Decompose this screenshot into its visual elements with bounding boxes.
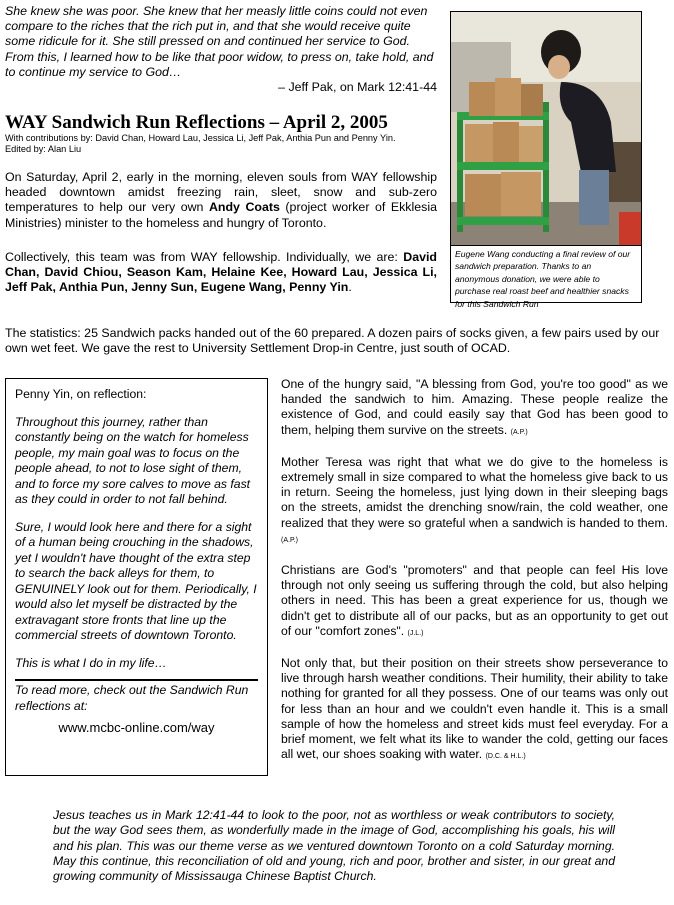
editor-line: Edited by: Alan Liu	[5, 144, 82, 154]
credits	[5, 133, 445, 155]
intro-highlight-name: Andy Coats	[208, 200, 280, 215]
reflection-paragraph	[281, 377, 668, 440]
team-names: David Chan, David Chiou, Season Kam, Helaine Kee, Howard Lau, Jessica Li, Jeff Pak, Anthia Pun, Jenny Sun, Eugene Wang, Penny Yin	[5, 250, 437, 295]
reflection-text: Christians are God's "promoters" and that people can feel His love through not only seeing us suffering through the cold, but also helping others in need. This has been a great experience for us, though we didn't get to distribute all of our packs, but as an opportunity to get out of our "comfort zones".	[281, 563, 668, 638]
author-initials: (J.L.)	[407, 629, 424, 637]
photo-caption: Eugene Wang conducting a final review of our sandwich preparation. Thanks to an anonymous donation, we were able to purchase real roast beef and healthier snacks for this Sandwich Run	[450, 245, 642, 303]
read-more-text: To read more, check out the Sandwich Run reflections at:	[15, 683, 249, 713]
intro-paragraph	[5, 170, 437, 231]
team-paragraph	[5, 250, 437, 296]
author-initials: (D.C. & H.L.)	[485, 753, 526, 761]
team-text: Collectively, this team was from WAY fellowship. Individually, we are:	[5, 250, 404, 264]
author-initials: (A.P.)	[510, 428, 528, 436]
sidebar-paragraph: Throughout this journey, rather than constantly being on the watch for homeless people, my main goal was to focus on the people ahead, to not to lose sight of them, and to force my sore calves to move as fast as they could in order to not fall behind.	[15, 414, 251, 506]
author-initials: (A.P.)	[281, 536, 298, 544]
reflection-paragraph	[281, 455, 668, 548]
intro-text: On Saturday, April 2, early in the morning, eleven souls from WAY fellowship headed downtown amidst freezing rain, sleet, snow and sub-zero temperatures to help our very own	[5, 170, 437, 215]
website-link[interactable]: www.mcbc-online.com/way	[58, 720, 215, 735]
reflection-sidebar	[5, 378, 268, 776]
contributors-line: With contributions by: David Chan, Howard Lau, Jessica Li, Jeff Pak, Anthia Pun and Penny Yin.	[5, 133, 396, 143]
sidebar-paragraph: Sure, I would look here and there for a sight of a human being crouching in the shadows, yet I wouldn't have thought of the extra step to search the back alleys for them, to GENUINELY look out for them. Periodically, I would also let myself be distracted by the extravagant store fronts that line up the commercial streets of downtown Toronto.	[15, 519, 257, 642]
statistics-paragraph: The statistics: 25 Sandwich packs handed out of the 60 prepared. A dozen pairs of socks given, a few pairs used by our own wet feet. We gave the rest to University Settlement Drop-in Centre, just south of OCAD.	[5, 326, 660, 356]
sidebar-heading: Penny Yin, on reflection:	[15, 387, 147, 401]
reflection-paragraph	[281, 656, 668, 764]
photo-sandwich-preparation	[450, 11, 642, 246]
reflection-text: Mother Teresa was right that what we do give to the homeless is extremely small in size compared to what the homeless give back to us in return. Seeing the homeless, just lying down in their sleeping bags on the streets, amidst the drenching snow/rain, the cold weather, one realized that they were so grateful when a sandwich is handed to them.	[281, 454, 668, 530]
reflections-column	[281, 377, 668, 779]
quote-text: She knew she was poor. She knew that her measly little coins could not even compare to the riches that the rich put in, and that she would receive quite some ridicule for it. She still pressed on and continued her service to God. From this, I learned how to be like that poor widow, to press on, take hold, and to continue my service to God…	[5, 4, 434, 79]
quote-attribution: – Jeff Pak, on Mark 12:41-44	[278, 80, 437, 95]
intro-text-end: (project worker of Ekklesia Ministries) minister to the homeless and hungry of Toronto.	[5, 200, 437, 230]
closing-paragraph: Jesus teaches us in Mark 12:41-44 to look to the poor, not as worthless or weak contributors to society, but the way God sees them, as wonderfully made in the image of God, accomplishing his goals, his will and his plan. This was our theme verse as we ventured downtown Toronto on a cold Saturday morning. May this continue, this reconciliation of old and young, rich and poor, brother and sister, in our great and growing community of Mississauga Chinese Baptist Church.	[53, 808, 615, 884]
reflection-text: Not only that, but their position on their streets show perseverance to live through harsh weather conditions. Their humility, their ability to take nothing for granted for all they possess. One of our teams was only out for less than an hour and we couldn't even handle it. This is a small sample of how the homeless and street kids must feel everyday. For a brief moment, we felt what its like to wander the cold, getting our faces all wet, our shoes soaking with water.	[281, 656, 668, 762]
sidebar-paragraph: This is what I do in my life…	[15, 655, 167, 670]
reflection-paragraph	[281, 563, 668, 641]
team-text-end: .	[348, 280, 352, 295]
sidebar-divider	[15, 679, 258, 681]
photo-illustration	[451, 12, 641, 245]
reflection-text: One of the hungry said, "A blessing from God, you're too good" as we handed the sandwich to him. Amazing. These people realize the existence of God, and could easily say that God has been good to them, helping them survive on the streets.	[281, 377, 668, 437]
article-title: WAY Sandwich Run Reflections – April 2, 2005	[5, 112, 388, 133]
opening-quote	[5, 4, 437, 95]
